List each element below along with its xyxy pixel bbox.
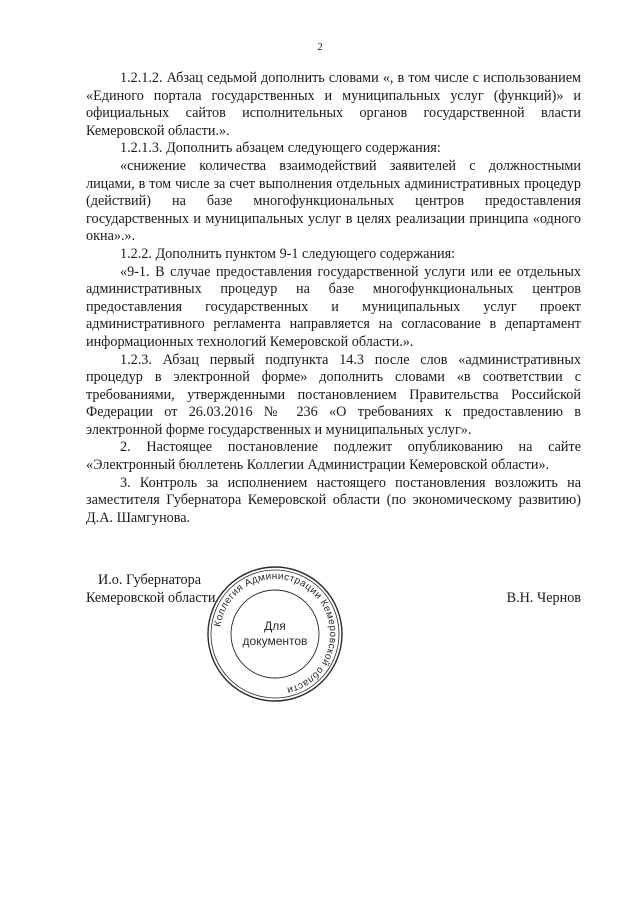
- paragraph-1-2-1-2: 1.2.1.2. Абзац седьмой дополнить словами «, в том числе с использованием «Единого портала государственных и муниципальных услуг (функций)» и официальных сайтов исполнительных органов государственной власти Кемеровской области.».: [86, 70, 581, 139]
- paragraph-2-publication: 2. Настоящее постановление подлежит опубликованию на сайте «Электронный бюллетень Коллегии Администрации Кемеровской области».: [86, 439, 581, 474]
- paragraph-1-2-2: 1.2.2. Дополнить пунктом 9-1 следующего содержания:: [120, 245, 456, 262]
- official-stamp: [204, 563, 346, 705]
- stamp-ring-text: Коллегия Администрации Кемеровской области: [212, 570, 339, 696]
- stamp-center-line2: документов: [242, 634, 308, 648]
- paragraph-1-2-1-3: 1.2.1.3. Дополнить абзацем следующего содержания:: [120, 140, 441, 157]
- signatory-name: В.Н. Чернов: [506, 589, 581, 606]
- paragraph-quote-reduction: «снижение количества взаимодействий заявителей с должностными лицами, в том числе за счет выполнения отдельных административных процедур (действий) на базе многофункциональных центров предоставления государственных и муниципальных услуг в целях реализации принципа «одного окна».».: [86, 157, 581, 245]
- paragraph-1-2-3: 1.2.3. Абзац первый подпункта 14.3 после слов «административных процедур в электронной форме» дополнить словами «в соответствии с требованиями, утвержденными постановлением Правительства Российской Федерации от 26.03.2016 № 236 «О требованиях к предоставлению в электронной форме государственных и муниципальных услуг».: [86, 351, 581, 438]
- stamp-center-line1: Для: [264, 619, 286, 633]
- document-body: [86, 70, 581, 527]
- signatory-title-line1: И.о. Губернатора: [98, 572, 201, 588]
- signatory-title-line2: Кемеровской области: [86, 589, 216, 606]
- paragraph-9-1: «9-1. В случае предоставления государственной услуги или ее отдельных административных процедур на базе многофункциональных центров предоставления государственных и муниципальных услуг проект административного регламента направляется на согласование в департамент информационных технологий Кемеровской области.».: [86, 263, 581, 350]
- paragraph-3-control: 3. Контроль за исполнением настоящего постановления возложить на заместителя Губернатора Кемеровской области (по экономическому развитию) Д.А. Шамгунова.: [86, 474, 581, 526]
- page-number: 2: [317, 41, 323, 53]
